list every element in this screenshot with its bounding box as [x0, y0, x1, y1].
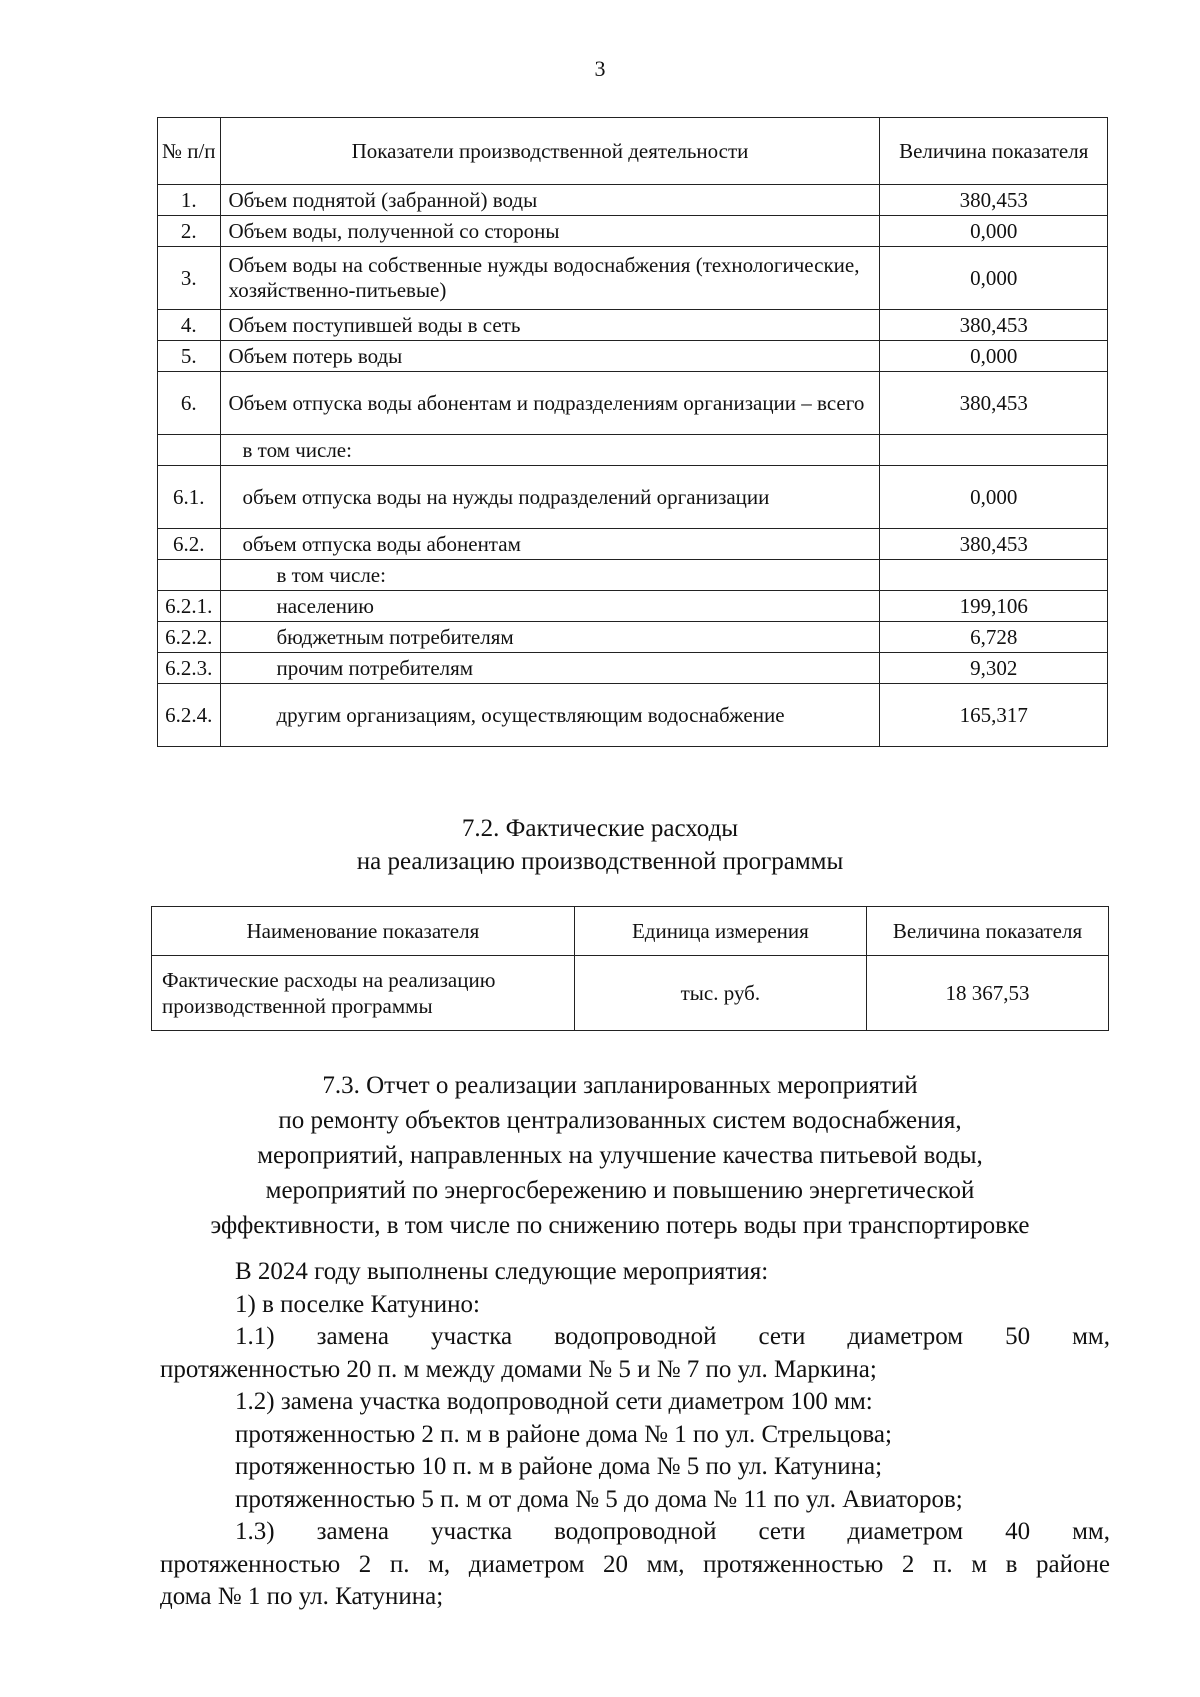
table-header-row [158, 118, 1108, 185]
list-item-katunino: 1) в поселке Катунино: [235, 1290, 480, 1318]
header-unit: Единица измерения [574, 907, 866, 956]
table-row [158, 622, 1108, 653]
row-name: Объем отпуска воды абонентам и подразделениям организации – всего [220, 372, 880, 435]
row-name: в том числе: [220, 435, 880, 466]
row-value: 199,106 [880, 591, 1108, 622]
actual-expenses-table [151, 906, 1109, 1031]
table-row [158, 684, 1108, 747]
row-value [880, 560, 1108, 591]
row-value: 0,000 [880, 341, 1108, 372]
row-num: 4. [158, 310, 221, 341]
list-item-1-2-b: протяженностью 10 п. м в районе дома № 5 по ул. Катунина; [235, 1453, 883, 1480]
row-name: Фактические расходы на реализацию производственной программы [152, 956, 575, 1031]
row-num: 3. [158, 247, 221, 310]
row-value: 0,000 [880, 466, 1108, 529]
table-row-subheading [158, 560, 1108, 591]
intro-paragraph: В 2024 году выполнены следующие мероприятия: [235, 1258, 769, 1285]
section-7-2-title-line1: 7.2. Фактические расходы [461, 815, 739, 842]
row-value [880, 435, 1108, 466]
row-name: Объем воды на собственные нужды водоснабжения (технологические, хозяйственно-питьевые) [220, 247, 880, 310]
row-value: 380,453 [880, 529, 1108, 560]
row-num: 1. [158, 185, 221, 216]
row-name: бюджетным потребителям [220, 622, 880, 653]
section-7-3-title-line: эффективности, в том числе по снижению потерь воды при транспортировке [210, 1212, 1030, 1239]
table-row [158, 372, 1108, 435]
row-num: 6.2.2. [158, 622, 221, 653]
row-value: 18 367,53 [866, 956, 1108, 1031]
row-name: Объем поступившей воды в сеть [220, 310, 880, 341]
table-row [152, 956, 1109, 1031]
row-name: объем отпуска воды абонентам [220, 529, 880, 560]
row-num: 5. [158, 341, 221, 372]
table-row [158, 247, 1108, 310]
table-row [158, 591, 1108, 622]
section-7-3-title [140, 1068, 1100, 1243]
row-num: 6.2. [158, 529, 221, 560]
row-value: 9,302 [880, 653, 1108, 684]
table-row [158, 529, 1108, 560]
table-header-row [152, 907, 1109, 956]
header-value: Величина показателя [880, 118, 1108, 185]
row-value: 380,453 [880, 185, 1108, 216]
row-value: 165,317 [880, 684, 1108, 747]
row-num: 6.2.4. [158, 684, 221, 747]
list-item-1-2: 1.2) замена участка водопроводной сети диаметром 100 мм: [235, 1388, 873, 1415]
list-item-1-3-line3: дома № 1 по ул. Катунина; [160, 1583, 444, 1610]
table-row-subheading [158, 435, 1108, 466]
table-row [158, 341, 1108, 372]
row-num [158, 560, 221, 591]
row-num: 6.2.3. [158, 653, 221, 684]
row-num: 6.2.1. [158, 591, 221, 622]
section-7-2-title-line2: на реализацию производственной программы [356, 848, 844, 875]
list-item-1-1-line2: протяженностью 20 п. м между домами № 5 и № 7 по ул. Маркина; [160, 1355, 877, 1383]
row-value: 6,728 [880, 622, 1108, 653]
table-row [158, 653, 1108, 684]
row-value: 380,453 [880, 310, 1108, 341]
row-value: 0,000 [880, 247, 1108, 310]
row-name: прочим потребителям [220, 653, 880, 684]
list-item-1-2-c: протяженностью 5 п. м от дома № 5 до дома № 11 по ул. Авиаторов; [235, 1485, 963, 1513]
row-name: объем отпуска воды на нужды подразделений организации [220, 466, 880, 529]
list-item-1-3-line2: протяженностью 2 п. м, диаметром 20 мм, протяженностью 2 п. м в районе [160, 1550, 1110, 1578]
row-num: 2. [158, 216, 221, 247]
row-name: Объем поднятой (забранной) воды [220, 185, 880, 216]
section-7-2-title [0, 812, 1200, 878]
header-indicator-name: Наименование показателя [152, 907, 575, 956]
row-name: в том числе: [220, 560, 880, 591]
table-row [158, 466, 1108, 529]
page-number: 3 [594, 56, 606, 81]
table-row [158, 310, 1108, 341]
section-7-3-title-line: 7.3. Отчет о реализации запланированных мероприятий [322, 1072, 918, 1099]
table-row [158, 216, 1108, 247]
row-num: 6.1. [158, 466, 221, 529]
row-name: другим организациям, осуществляющим водоснабжение [220, 684, 880, 747]
row-unit: тыс. руб. [574, 956, 866, 1031]
list-item-1-3-line1: 1.3) замена участка водопроводной сети диаметром 40 мм, [235, 1518, 1110, 1545]
row-name: населению [220, 591, 880, 622]
activities-report [160, 1256, 1110, 1614]
table-row [158, 185, 1108, 216]
row-name: Объем воды, полученной со стороны [220, 216, 880, 247]
section-7-3-title-line: мероприятий по энергосбережению и повышению энергетической [265, 1177, 975, 1204]
row-value: 380,453 [880, 372, 1108, 435]
row-num: 6. [158, 372, 221, 435]
list-item-1-1-line1: 1.1) замена участка водопроводной сети диаметром 50 мм, [235, 1323, 1110, 1350]
production-indicators-table [157, 117, 1108, 747]
list-item-1-2-a: протяженностью 2 п. м в районе дома № 1 по ул. Стрельцова; [235, 1420, 892, 1448]
section-7-3-title-line: по ремонту объектов централизованных систем водоснабжения, [278, 1107, 962, 1134]
row-num [158, 435, 221, 466]
section-7-3-title-line: мероприятий, направленных на улучшение качества питьевой воды, [257, 1142, 983, 1169]
header-value: Величина показателя [866, 907, 1108, 956]
header-num: № п/п [158, 118, 221, 185]
row-value: 0,000 [880, 216, 1108, 247]
header-indicator: Показатели производственной деятельности [220, 118, 880, 185]
row-name: Объем потерь воды [220, 341, 880, 372]
